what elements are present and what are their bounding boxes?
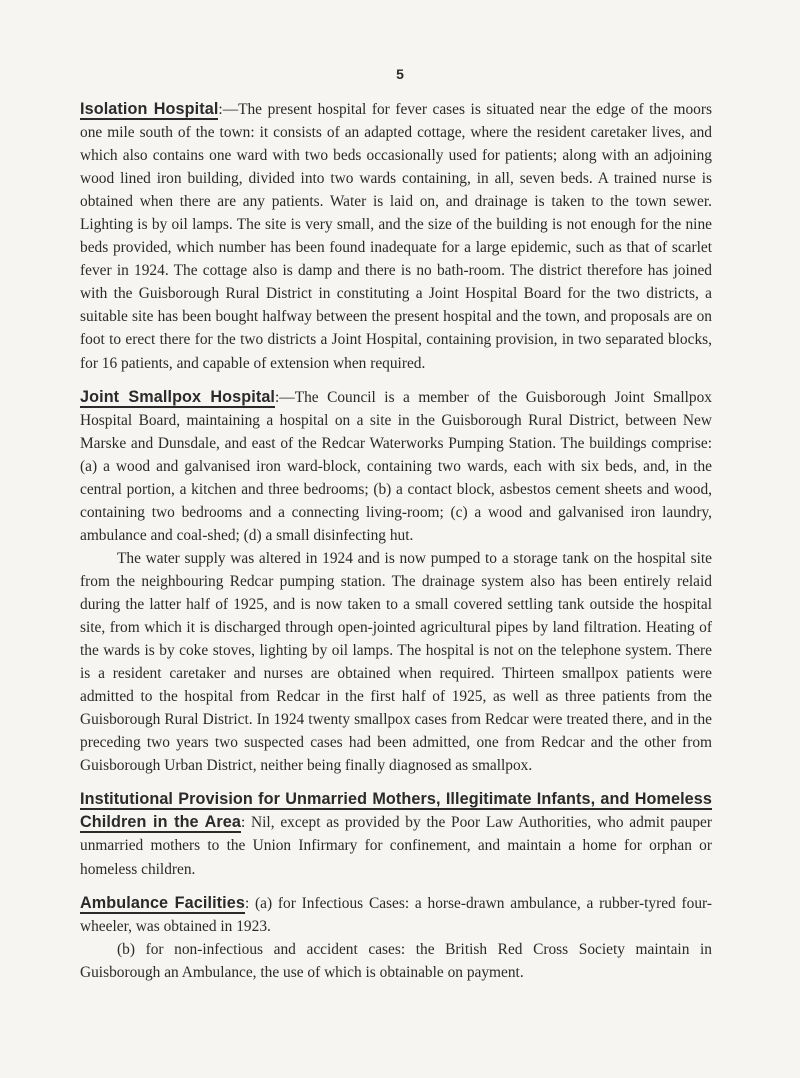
institutional-provision-paragraph <box>80 788 712 880</box>
ambulance-facilities-paragraph <box>80 892 712 938</box>
page-body <box>80 98 712 984</box>
smallpox-water-paragraph: The water supply was altered in 1924 and is now pumped to a storage tank on the hospital site from the neighbouring Redcar pumping station. The drainage system also has been entirely relaid during the latter half of 1925, and is now taken to a small covered settling tank outside the hospital site, from which it is discharged through open-jointed agricultural pipes by land filtration. Heating of the wards is by coke stoves, lighting by oil lamps. The hospital is not on the telephone system. There is a resident caretaker and nurses are obtained when required. Thirteen smallpox patients were admitted to the hospital from Redcar in the first half of 1925, as well as three patients from the Guisborough Rural District. In 1924 twenty smallpox cases from Redcar were treated there, and in the preceding two years two suspected cases had been admitted, one from Redcar and the other from Guisborough Urban District, neither being finally diagnosed as smallpox. <box>80 549 712 775</box>
isolation-hospital-text: :—The present hospital for fever cases is situated near the edge of the moors one mile south of the town: it consists of an adapted cottage, where the resident caretaker lives, and which also contains one ward with two beds occasionally used for patients; along with an adjoining wood lined iron building, divided into two wards containing, in all, seven beds. A trained nurse is obtained when there are any patients. Water is laid on, and drainage is taken to the town sewer. Lighting is by oil lamps. The site is very small, and the size of the building is not enough for the nine beds provided, which number has been found inadequate for a large epidemic, such as that of scarlet fever in 1924. The cottage also is damp and there is no bath-room. The district therefore has joined with the Guisborough Rural District in constituting a Joint Hospital Board for the two districts, a suitable site has been bought halfway between the present hospital and the town, and proposals are on foot to erect there for the two districts a Joint Hospital, containing provision, in two separated blocks, for 16 patients, and capable of extension when required. <box>80 101 712 372</box>
ambulance-facilities-text: : (a) for Infectious Cases: a horse-drawn ambulance, a rubber-tyred four-wheeler, was obtained in 1923. <box>80 894 712 935</box>
institutional-provision-text: : Nil, except as provided by the Poor Law Authorities, who admit pauper unmarried mothers to the Union Infirmary for confinement, and maintain a home for orphan or homeless children. <box>80 814 712 878</box>
isolation-hospital-paragraph <box>80 98 712 375</box>
isolation-hospital-heading: Isolation Hospital <box>80 100 219 118</box>
ambulance-facilities-heading: Ambulance Facilities <box>80 893 245 912</box>
smallpox-hospital-text: :—The Council is a member of the Guisborough Joint Smallpox Hospital Board, maintaining a hospital on a site in the Guisborough Rural District, between New Marske and Dunsdale, and east of the Redcar Waterworks Pumping Station. The buildings comprise: (a) a wood and galvanised iron ward-block, containing two wards, each with six beds, and, in the central portion, a kitchen and three bedrooms; (b) a contact block, asbestos cement sheets and wood, containing two bedrooms and a connecting living-room; (c) a wood and galvanised iron laundry, ambulance and coal-shed; (d) a small disinfecting hut. <box>80 388 712 544</box>
institutional-provision-heading: Institutional Provision for Unmarried Mothers, Illegitimate Infants, and Homeless Children in the Area <box>80 790 712 832</box>
page-number: 5 <box>396 66 404 82</box>
smallpox-hospital-heading: Joint Smallpox Hospital <box>80 387 276 406</box>
smallpox-hospital-paragraph <box>80 386 712 547</box>
ambulance-noninfectious-paragraph: (b) for non-infectious and accident cases: the British Red Cross Society maintain in Guisborough an Ambulance, the use of which is obtainable on payment. <box>80 940 712 981</box>
